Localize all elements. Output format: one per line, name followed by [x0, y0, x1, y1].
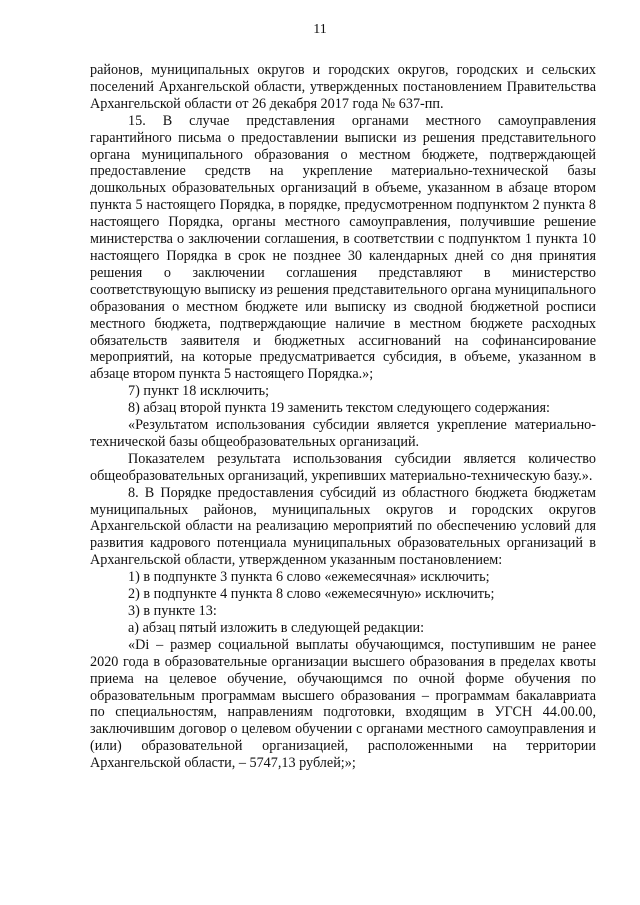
document-body: [90, 62, 596, 772]
paragraph-subitem-2: 2) в подпункте 4 пункта 8 слово «ежемесячную» исключить;: [128, 586, 495, 603]
paragraph-indicator-text: Показателем результата использования субсидии является количество общеобразовательных организаций, укрепивших материально-техническую базу.».: [90, 450, 596, 484]
paragraph-item-8-procedure: 8. В Порядке предоставления субсидий из областного бюджета бюджетам муниципальных районов, муниципальных округов и городских округов Архангельской области на реализацию мероприятий по обеспечению условий для развития кадрового потенциала муниципальных образовательных организаций в Архангельской области, утвержденном указанным постановлением:: [90, 484, 596, 569]
paragraph-subitem-8: 8) абзац второй пункта 19 заменить текстом следующего содержания:: [128, 400, 550, 417]
paragraph-subitem-3: 3) в пункте 13:: [128, 603, 217, 619]
paragraph-subitem-1: 1) в подпункте 3 пункта 6 слово «ежемесячная» исключить;: [128, 569, 490, 586]
paragraph-result-text: «Результатом использования субсидии является укрепление материально-технической базы общеобразовательных организаций.: [90, 417, 596, 450]
paragraph-continuation: районов, муниципальных округов и городских округов, городских и сельских поселений Архангельской области, утвержденных постановлением Правительства Архангельской области от 26 декабря 2017 года № 637-пп.: [90, 62, 596, 112]
paragraph-subitem-a: а) абзац пятый изложить в следующей редакции:: [128, 619, 425, 636]
paragraph-subitem-7: 7) пункт 18 исключить;: [128, 383, 270, 400]
paragraph-item-15: 15. В случае представления органами местного самоуправления гарантийного письма о предоставлении выписки из решения представительного органа муниципального образования о местном бюджете, подтверждающей предоставление средств на укрепление материально-технической базы дошкольных образовательных организаций в объеме, указанном в абзаце втором пункта 5 настоящего Порядка, в порядке, предусмотренном подпунктом 2 пункта 8 настоящего Порядка, органы местного самоуправления, получившие решение министерства о заключении соглашения, в соответствии с подпунктом 1 пункта 10 настоящего Порядка в срок не позднее 30 календарных дней со дня принятия решения о заключении соглашения представляют в министерство соответствующую выписку из решения представительного органа муниципального образования о местном бюджете или выписку из сводной бюджетной росписи местного бюджета, подтверждающие наличие в местном бюджете расходных обязательств заявителя и бюджетных ассигнований на софинансирование мероприятий, на которые предусматривается субсидия, в объеме, указанном в абзаце втором пункта 5 настоящего Порядка.»;: [90, 112, 596, 383]
page-number: 11: [313, 22, 327, 37]
paragraph-di-definition: «Di – размер социальной выплаты обучающимся, поступившим не ранее 2020 года в образовательные организации высшего образования в пределах квоты приема на целевое обучение, обучающимся по очной форме обучения по образовательным программам высшего образования – программам бакалавриата по специальностям, направлениям подготовки, входящим в УГСН 44.00.00, заключившим договор о целевом обучении с органами местного самоуправления и (или) образовательной организацией, расположенными на территории Архангельской области, – 5747,13 рублей;»;: [90, 636, 596, 772]
